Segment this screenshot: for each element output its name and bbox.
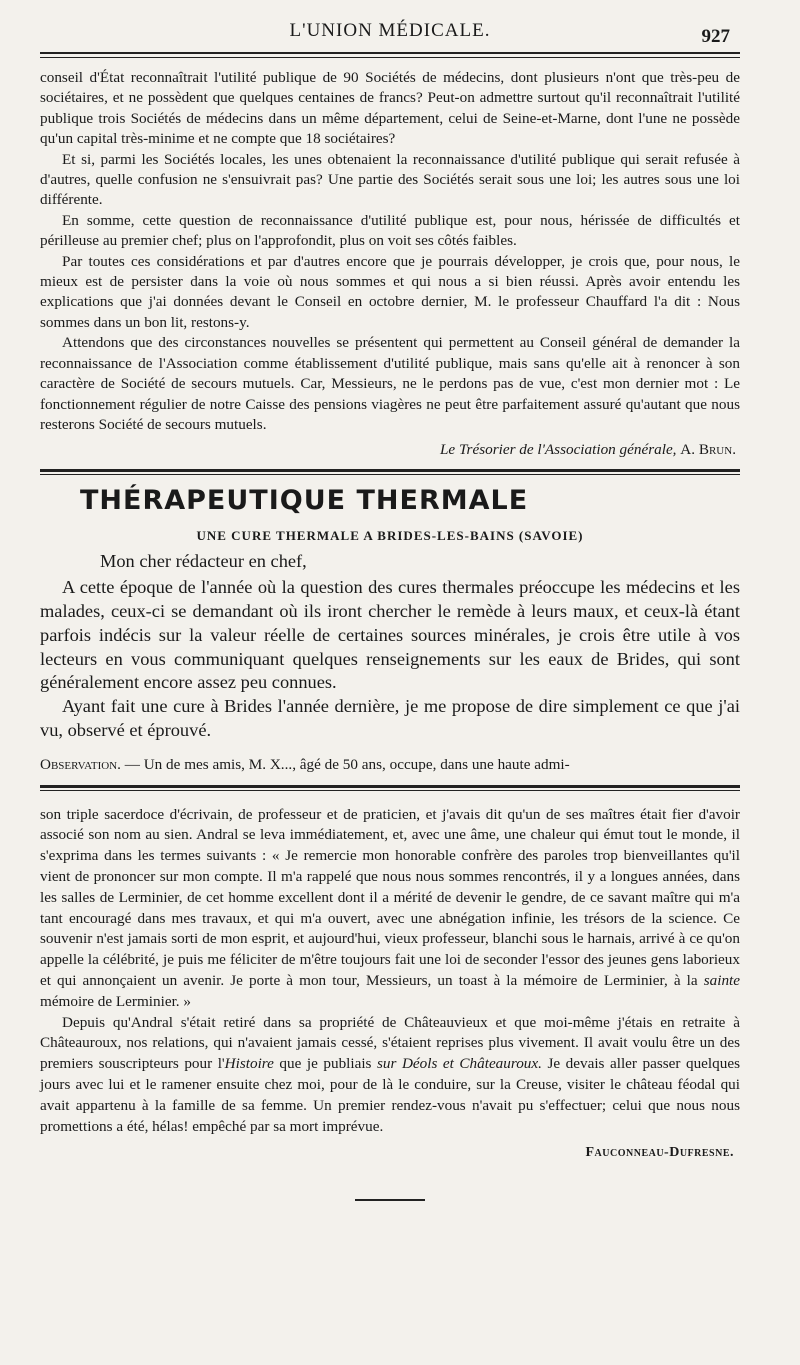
paragraph: A cette époque de l'année où la question des cures thermales préoccupe les médecins et les malades, ceux-ci se demandant où ils iront chercher le remède à leurs maux, et ceux-là étant parfois indécis sur la valeur réelle de certaines sources minérales, je crois être utile à vos lecteurs en vous communiquant quelques renseignements sur les eaux de Brides, qui sont généralement encore assez peu connues. [40, 577, 740, 693]
end-rule [355, 1199, 425, 1201]
observation-text: — Un de mes amis, M. X..., âgé de 50 ans, occupe, dans une haute admi- [120, 755, 570, 773]
text-span: mémoire de Lerminier. » [40, 992, 191, 1010]
text-span: Je devais aller passer quelques jours avec lui et le ramener ensuite chez moi, pour de là le conduire, sur la Creuse, visiter le château féodal qui avait appartenu à la famille de sa femme. Un premier rendez-vous n'avait pu s'effectuer; celui que nous nous promettions a été, hélas! empêché par sa mort imprévue. [40, 1055, 740, 1135]
rule-thin [40, 474, 740, 475]
article-andral-memoir [40, 805, 740, 1162]
observation-label: Observation. [40, 755, 121, 773]
signature [40, 441, 740, 459]
text-span: que je publiais [273, 1055, 377, 1073]
rule-thick [40, 785, 740, 788]
italic-span: sainte [703, 972, 740, 990]
text-span: Depuis qu'Andral s'était retiré dans sa propriété de Châteauvieux et que moi-même j'étais en retraite à Châteauroux, nos relations, qui n'avaient jamais cessé, s'étaient reprises plus vivement. Il avait voulu être un des premiers souscripteurs pour l' [40, 1013, 740, 1073]
paragraph [40, 1013, 740, 1138]
italic-span: Histoire [224, 1055, 274, 1073]
paragraph [40, 805, 740, 1013]
article-treasurer-report [40, 68, 740, 459]
running-title: L'UNION MÉDICALE. [289, 20, 491, 41]
article-thermal-cure [40, 550, 740, 742]
observation-line [40, 755, 740, 775]
section-divider [40, 469, 740, 475]
rule-thick [40, 469, 740, 472]
header-rule [40, 57, 740, 58]
salutation: Mon cher rédacteur en chef, [100, 551, 307, 572]
newspaper-page [40, 18, 740, 1201]
italic-span: sur Déols et Châteauroux. [377, 1055, 542, 1073]
paragraph: Attendons que des circonstances nouvelles se présentent qui permettent au Conseil général de demander la reconnaissance de l'Association comme établissement d'utilité publique, mais sans qu'elle ait à renoncer à son caractère de Société de secours mutuels. Car, Messieurs, ne le perdons pas de vue, c'est mon dernier mot : Le fonctionnement régulier de notre Caisse des pensions viagères ne peut être parfaitement assuré qu'autant que nous resterons Société de secours mutuels. [40, 334, 740, 433]
author-signature: Fauconneau-Dufresne. [585, 1145, 734, 1161]
article-subtitle: UNE CURE THERMALE A BRIDES-LES-BAINS (SAVOIE) [196, 528, 584, 544]
signature-role: Le Trésorier de l'Association générale, [439, 441, 677, 459]
feuilleton-divider [40, 785, 740, 791]
section-title: THÉRAPEUTIQUE THERMALE [80, 485, 529, 517]
page-number: 927 [701, 26, 730, 47]
paragraph: conseil d'État reconnaîtrait l'utilité publique de 90 Sociétés de médecins, dont plusieurs n'ont que très-peu de sociétaires, et ne possèdent que quelques centaines de francs? Peut-on admettre surtout qu'il reconnaîtrait l'utilité publique trois Sociétés de médecins dans un même département, celui de Seine-et-Marne, dont l'une ne possède qu'un capital très-minime et ne compte que 18 sociétaires? [40, 69, 740, 148]
paragraph: Ayant fait une cure à Brides l'année dernière, je me propose de dire simplement ce que j'ai vu, observé et éprouvé. [40, 696, 740, 740]
rule-thin [40, 790, 740, 791]
paragraph: Par toutes ces considérations et par d'autres encore que je pourrais développer, je crois que, pour nous, le mieux est de persister dans la voie où nous sommes et qui nous a si bien réussi. Après avoir entendu les explications que j'ai données devant le Conseil en octobre dernier, M. le professeur Chauffard l'a dit : Nous sommes dans un bon lit, restons-y. [40, 252, 740, 331]
paragraph: En somme, cette question de reconnaissance d'utilité publique est, pour nous, hérissée de difficultés et périlleuse au premier chef; plus on l'approfondit, plus on voit ses côtés faibles. [40, 211, 740, 250]
signature-name: A. Brun. [680, 441, 736, 459]
page-header [40, 18, 740, 54]
text-span: son triple sacerdoce d'écrivain, de professeur et de praticien, et j'avais dit qu'un de ses maîtres était fier d'avoir associé son nom au sien. Andral se leva immédiatement, et, avec une âme, une chaleur qui émut tout le monde, il s'exprima dans les termes suivants : « Je remercie mon honorable confrère des paroles trop bienveillantes qu'il vient de prononcer sur mon compte. Il m'a rappelé que nous nous sommes rencontrés, il y a longues années, dans les salles de Lerminier, de cet homme excellent dont il a mérité de devenir le gendre, de ce savant maître qui m'a tant encouragé dans mes travaux, et qui m'a ouvert, avec une abnégation infinie, les trésors de la science. Ce souvenir n'est jamais sorti de mon esprit, et aujourd'hui, vieux professeur, blanchi sous le harnais, arrivé à ce qu'on appelle la célébrité, je puis me féliciter de m'être toujours fait une loi de seconder l'essor des jeunes gens laborieux et qui annonçaient un avenir. Je porte à mon tour, Messieurs, un toast à la mémoire de Lerminier, à la [40, 805, 740, 990]
paragraph: Et si, parmi les Sociétés locales, les unes obtenaient la reconnaissance d'utilité publique qui serait refusée à d'autres, quelle confusion ne s'ensuivrait pas? Une partie des Sociétés serait sous une loi; les autres sous une loi différente. [40, 150, 740, 209]
